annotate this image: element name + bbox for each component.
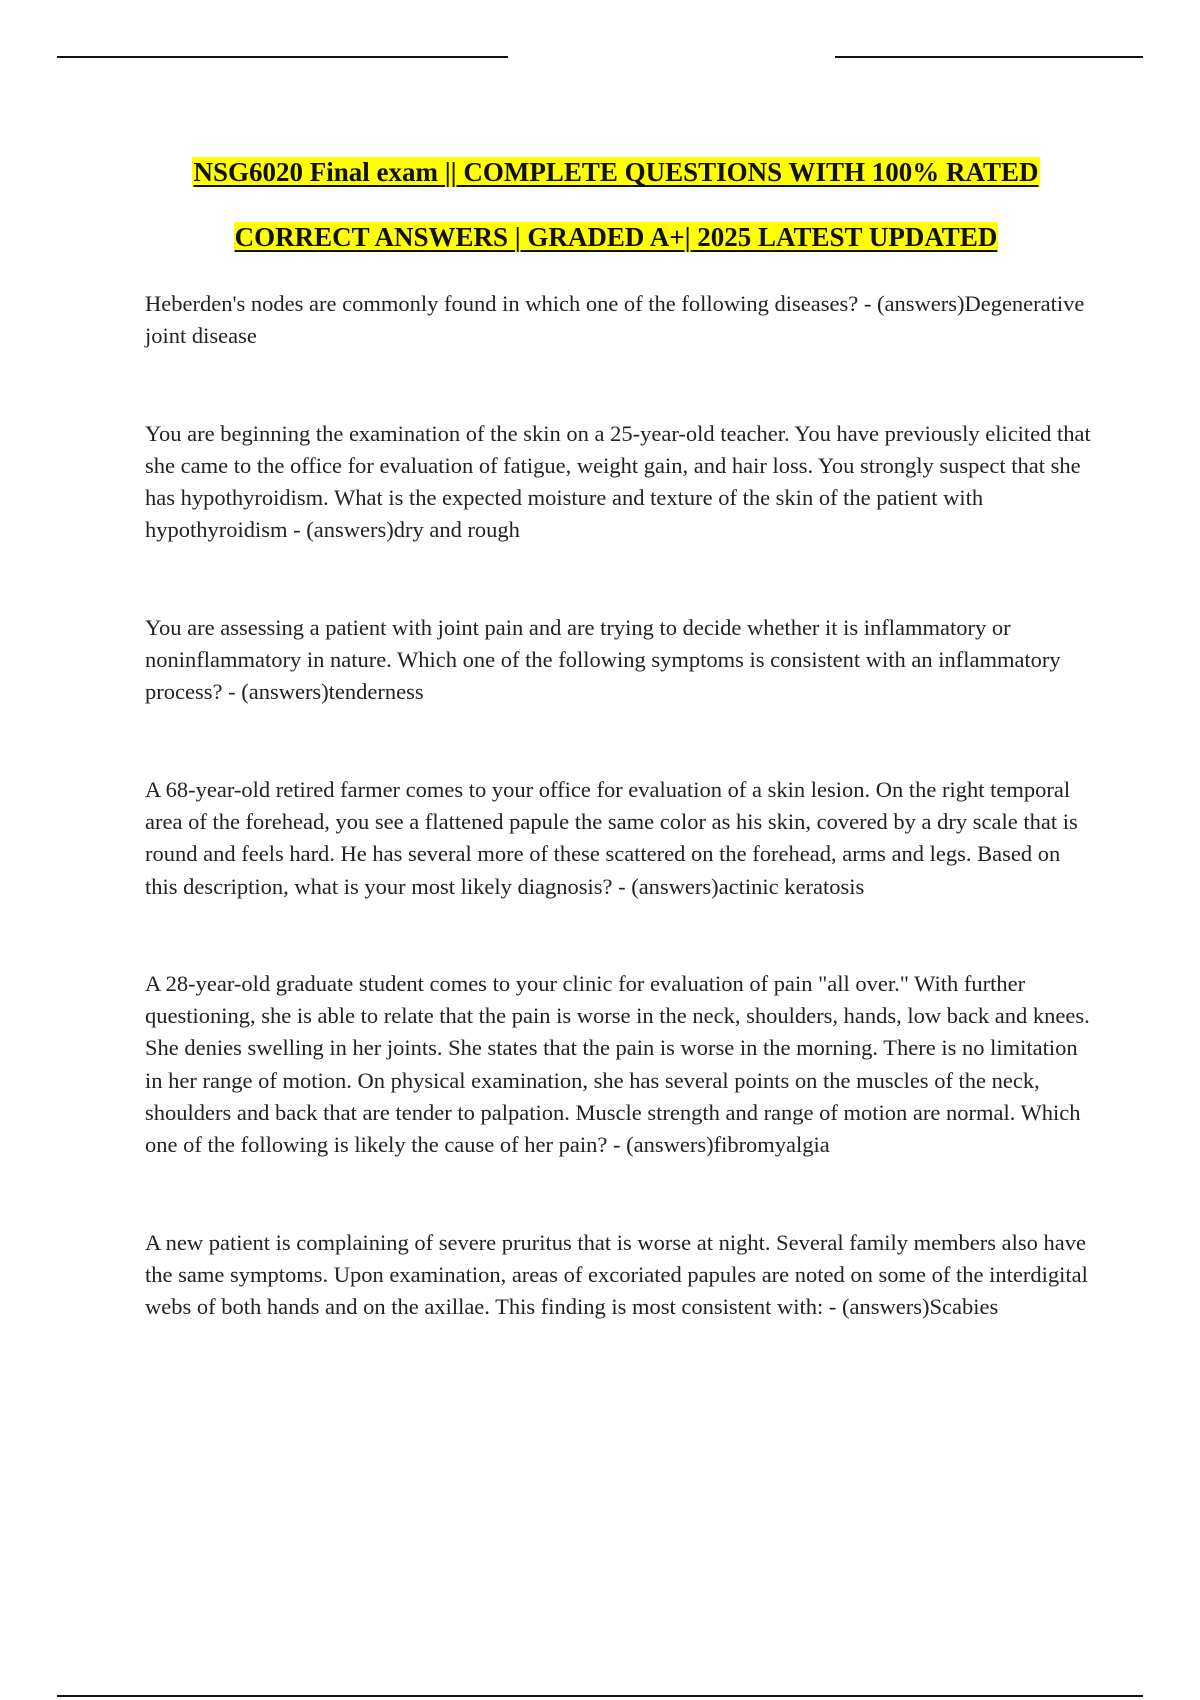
document-title [0, 140, 1200, 270]
answer-text: (answers)tenderness [241, 679, 424, 705]
footer-rule [57, 1695, 1143, 1697]
title-line-1: NSG6020 Final exam || COMPLETE QUESTIONS WITH 100% RATED [193, 157, 1039, 187]
answer-text: (answers)Degenerative joint disease [145, 291, 1085, 349]
question-item-3 [145, 612, 1095, 709]
answer-text: (answers)actinic keratosis [631, 873, 865, 899]
question-text: You are assessing a patient with joint pain and are trying to decide whether it is inflammatory or noninflammatory in nature. Which one of the following symptoms is consistent with an inflammatory process? - [145, 614, 1061, 705]
question-text: A new patient is complaining of severe pruritus that is worse at night. Several family members also have the same symptoms. Upon examination, areas of excoriated papules are noted on some of the interdigital webs of both hands and on the axillae. This finding is most consistent with: - [145, 1229, 1088, 1320]
answer-text: (answers)Scabies [842, 1294, 999, 1320]
question-item-2 [145, 418, 1095, 547]
question-item-4 [145, 774, 1095, 903]
question-item-1 [145, 288, 1095, 353]
answer-text: (answers)dry and rough [306, 517, 520, 543]
header-rule-left [57, 56, 508, 58]
question-list [145, 288, 1095, 1324]
question-item-6 [145, 1227, 1095, 1324]
question-text: A 68-year-old retired farmer comes to your office for evaluation of a skin lesion. On the right temporal area of the forehead, you see a flattened papule the same color as his skin, covered by a dry scale that is round and feels hard. He has several more of these scattered on the forehead, arms and legs. Based on this description, what is your most likely diagnosis? - [145, 776, 1078, 899]
question-text: A 28-year-old graduate student comes to your clinic for evaluation of pain "all over." With further questioning, she is able to relate that the pain is worse in the neck, shoulders, hands, low back and knees. She denies swelling in her joints. She states that the pain is worse in the morning. There is no limitation in her range of motion. On physical examination, she has several points on the muscles of the neck, shoulders and back that are tender to palpation. Muscle strength and range of motion are normal. Which one of the following is likely the cause of her pain? - [145, 970, 1090, 1158]
question-text: Heberden's nodes are commonly found in which one of the following diseases? - [145, 291, 877, 316]
answer-text: (answers)fibromyalgia [626, 1132, 830, 1158]
title-line-2: CORRECT ANSWERS | GRADED A+| 2025 LATEST UPDATED [234, 222, 998, 252]
question-text: You are beginning the examination of the skin on a 25-year-old teacher. You have previously elicited that she came to the office for evaluation of fatigue, weight gain, and hair loss. You strongly suspect that she has hypothyroidism. What is the expected moisture and texture of the skin of the patient with hypothyroidism - [145, 420, 1091, 543]
question-item-5 [145, 968, 1095, 1162]
header-rule-right [835, 56, 1143, 58]
